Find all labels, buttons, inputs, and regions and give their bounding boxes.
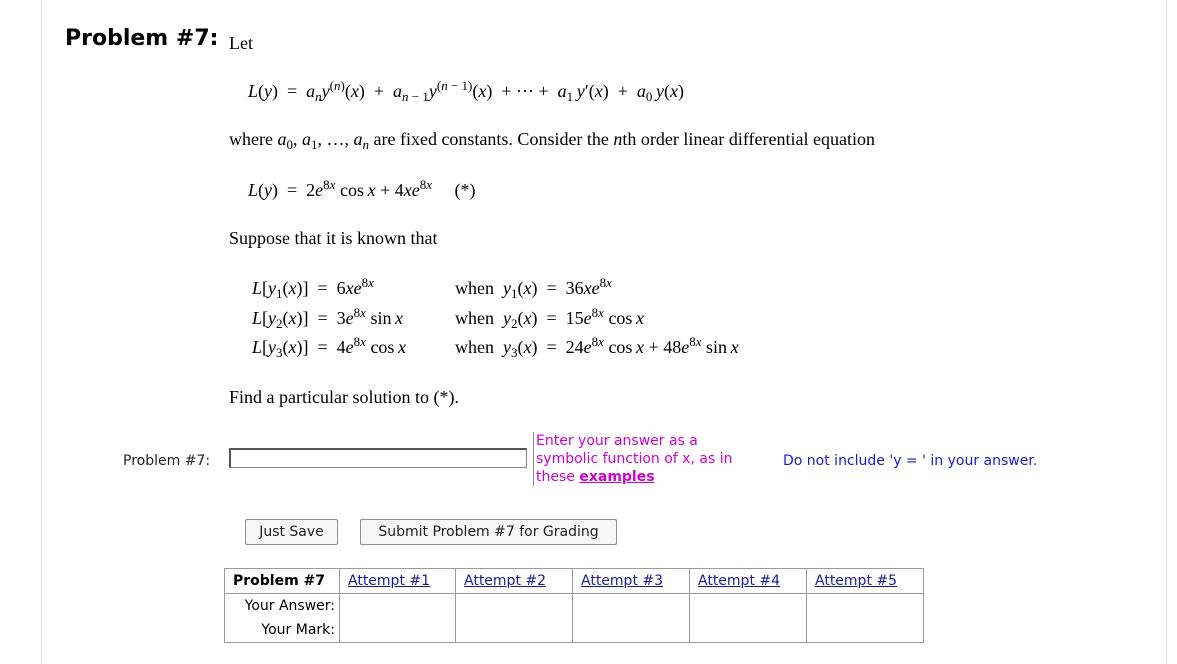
mark-cell (340, 618, 456, 643)
mark-cell (807, 618, 924, 643)
answer-cell (690, 594, 807, 619)
mark-cell (573, 618, 690, 643)
problem-title: Problem #7: (65, 26, 219, 51)
just-save-button[interactable]: Just Save (245, 519, 338, 545)
operator-definition: $L(y) = a_ny^{(n)}(x) + a_{n - 1}y^{(n - 1)}(x)$ + ··· + $a_1$ $y'(x) + a_0$ y(x) (248, 78, 684, 104)
your-mark-label: Your Mark: (225, 618, 340, 643)
case-1-rhs: when $y_1(x) = 36xe^{8x}$ (455, 275, 612, 301)
problem-intro: Let (229, 33, 253, 53)
submit-button[interactable]: Submit Problem #7 for Grading (360, 519, 617, 545)
attempt-4-link[interactable]: Attempt #4 (698, 573, 781, 589)
answer-cell (573, 594, 690, 619)
suppose-text: Suppose that it is known that (229, 228, 438, 248)
where-sentence: where $a_0$, $a_1$, …, $a_n$ are fixed constants. Consider the nth order linear differential equation (229, 129, 875, 152)
answer-input[interactable] (229, 448, 527, 468)
case-1-lhs: $L[y_1(x)] = 6xe^{8x}$ (252, 275, 374, 301)
case-2-lhs: $L[y_2(x)] = 3e^{8x}$ sin x (252, 305, 404, 331)
case-3-lhs: $L[y_3(x)] = 4e^{8x}$ cos x (252, 334, 407, 360)
attempt-3-link[interactable]: Attempt #3 (581, 573, 664, 589)
mark-cell (690, 618, 807, 643)
find-instruction: Find a particular solution to (*). (229, 387, 459, 407)
case-3-rhs: when $y_3(x) = 24e^{8x}$ $\cos x + 48e^{8x}$ sin x (455, 334, 739, 360)
attempt-2-link[interactable]: Attempt #2 (464, 573, 547, 589)
attempt-1-link[interactable]: Attempt #1 (348, 573, 431, 589)
mark-cell (456, 618, 573, 643)
your-answer-label: Your Answer: (225, 594, 340, 619)
examples-link[interactable]: examples (579, 469, 655, 485)
answer-cell (807, 594, 924, 619)
differential-equation: $L(y) = 2e^{8x}$ $\cos x + 4xe^{8x}$ (*) (248, 177, 476, 200)
case-2-rhs: when $y_2(x) = 15e^{8x}$ cos x (455, 305, 645, 331)
answer-cell (456, 594, 573, 619)
answer-cell (340, 594, 456, 619)
answer-label: Problem #7: (123, 453, 211, 469)
attempts-table (224, 568, 924, 643)
format-note: Do not include 'y = ' in your answer. (783, 453, 1038, 469)
attempt-5-link[interactable]: Attempt #5 (815, 573, 898, 589)
answer-hint: Enter your answer as a symbolic function of x, as in these examples (533, 432, 751, 486)
attempts-header: Problem #7 (225, 569, 340, 594)
